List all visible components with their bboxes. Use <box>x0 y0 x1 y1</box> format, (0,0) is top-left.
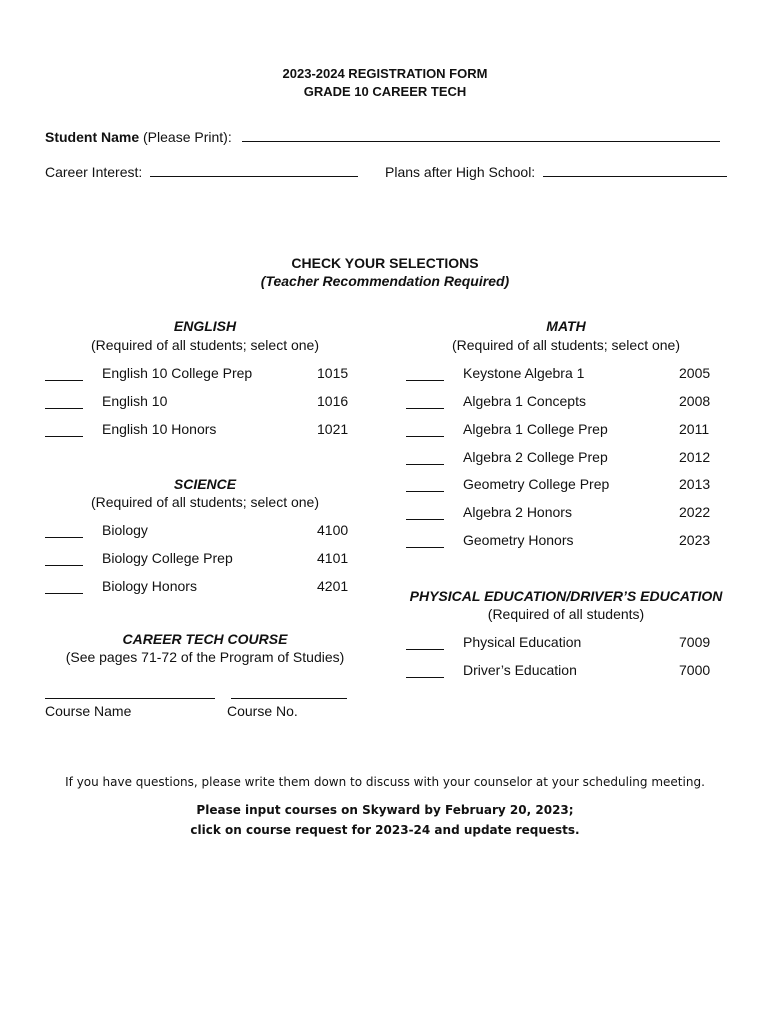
checkbox-blank[interactable] <box>45 579 83 594</box>
course-name: Geometry College Prep <box>463 476 610 492</box>
course-name: English 10 <box>102 393 168 409</box>
career-tech-note: (See pages 71-72 of the Program of Studies) <box>65 649 345 665</box>
course-code: 1015 <box>317 365 349 381</box>
course-code: 7009 <box>679 634 711 650</box>
course-code: 7000 <box>679 662 711 678</box>
checkbox-blank[interactable] <box>45 394 83 409</box>
plans-field[interactable] <box>543 164 727 177</box>
checkbox-blank[interactable] <box>45 551 83 566</box>
course-no-label: Course No. <box>227 703 298 719</box>
course-name: Algebra 2 College Prep <box>463 449 608 465</box>
english-note: (Required of all students; select one) <box>90 337 319 353</box>
course-name: Geometry Honors <box>463 532 574 548</box>
selections-title: CHECK YOUR SELECTIONS <box>291 255 479 271</box>
science-title: SCIENCE <box>173 476 237 492</box>
questions-note: If you have questions, please write them down to discuss with your counselor at your scheduling meeting. <box>65 775 705 789</box>
course-code: 2005 <box>679 365 711 381</box>
plans-label: Plans after High School: <box>385 164 536 180</box>
checkbox-blank[interactable] <box>406 663 444 678</box>
checkbox-blank[interactable] <box>45 422 83 437</box>
course-code: 1016 <box>317 393 349 409</box>
deadline-line-2: click on course request for 2023-24 and update requests. <box>190 823 580 837</box>
student-name-label: Student Name <box>45 129 140 145</box>
course-name: Algebra 1 Concepts <box>463 393 586 409</box>
checkbox-blank[interactable] <box>406 366 444 381</box>
deadline-line-1: Please input courses on Skyward by February 20, 2023; <box>196 803 574 817</box>
course-code: 2012 <box>679 449 711 465</box>
course-name: Keystone Algebra 1 <box>463 365 585 381</box>
course-name-label: Course Name <box>45 703 132 719</box>
course-code: 2011 <box>679 421 710 437</box>
math-note: (Required of all students; select one) <box>451 337 680 353</box>
checkbox-blank[interactable] <box>406 422 444 437</box>
english-title: ENGLISH <box>173 318 237 334</box>
course-name: Physical Education <box>463 634 582 650</box>
checkbox-blank[interactable] <box>406 450 444 465</box>
checkbox-blank[interactable] <box>406 394 444 409</box>
course-code: 4100 <box>317 522 349 538</box>
career-interest-label: Career Interest: <box>45 164 143 180</box>
pe-note: (Required of all students) <box>487 606 645 622</box>
course-no-field[interactable] <box>231 684 347 699</box>
course-code: 2022 <box>679 504 711 520</box>
science-note: (Required of all students; select one) <box>90 494 319 510</box>
student-name-field[interactable] <box>242 129 720 142</box>
course-name: Biology Honors <box>102 578 197 594</box>
course-code: 2023 <box>679 532 711 548</box>
course-code: 1021 <box>317 421 349 437</box>
pe-title: PHYSICAL EDUCATION/DRIVER’S EDUCATION <box>409 588 723 604</box>
course-name: English 10 Honors <box>102 421 217 437</box>
form-title: 2023-2024 REGISTRATION FORM <box>282 66 488 81</box>
course-code: 4201 <box>317 578 349 594</box>
math-title: MATH <box>546 318 586 334</box>
course-code: 2008 <box>679 393 711 409</box>
course-name: Algebra 1 College Prep <box>463 421 608 437</box>
checkbox-blank[interactable] <box>406 533 444 548</box>
checkbox-blank[interactable] <box>406 477 444 492</box>
checkbox-blank[interactable] <box>45 366 83 381</box>
checkbox-blank[interactable] <box>45 523 83 538</box>
course-name: English 10 College Prep <box>102 365 253 381</box>
course-code: 2013 <box>679 476 711 492</box>
course-name: Biology College Prep <box>102 550 233 566</box>
course-name: Algebra 2 Honors <box>463 504 572 520</box>
student-name-row <box>45 129 720 145</box>
course-name: Biology <box>102 522 148 538</box>
selections-subtitle: (Teacher Recommendation Required) <box>260 273 510 289</box>
course-name: Driver’s Education <box>463 662 577 678</box>
checkbox-blank[interactable] <box>406 505 444 520</box>
course-name-field[interactable] <box>45 684 215 699</box>
student-name-note: (Please Print): <box>139 129 232 145</box>
plans-row <box>385 164 727 180</box>
career-interest-field[interactable] <box>150 164 358 177</box>
checkbox-blank[interactable] <box>406 635 444 650</box>
course-code: 4101 <box>317 550 349 566</box>
career-tech-title: CAREER TECH COURSE <box>122 631 288 647</box>
form-subtitle: GRADE 10 CAREER TECH <box>303 84 467 99</box>
career-interest-row <box>45 164 358 180</box>
